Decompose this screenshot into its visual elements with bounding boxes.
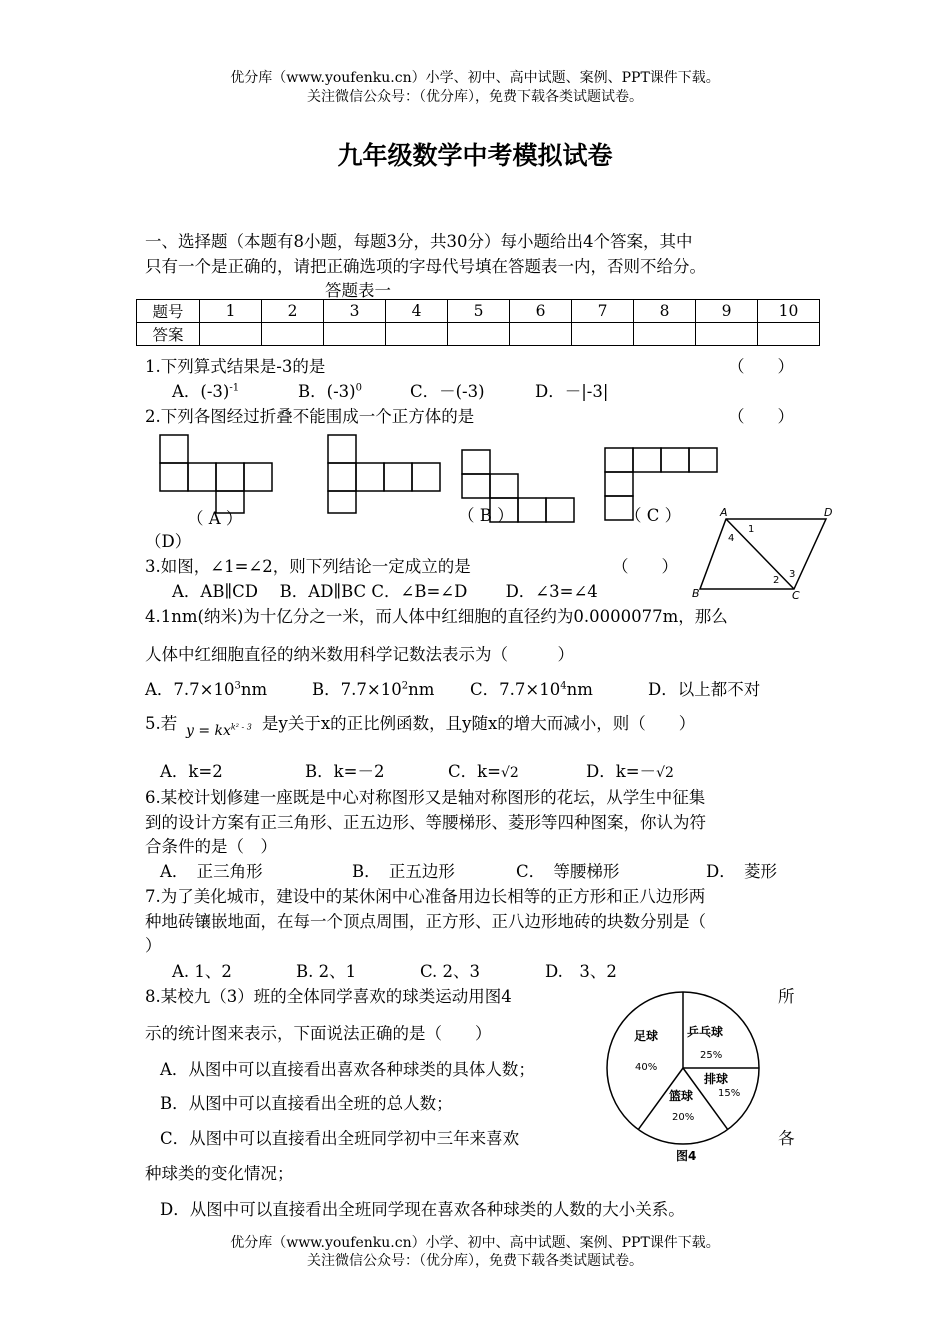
q7-line-2: 种地砖镶嵌地面，在每一个顶点周围，正方形、正八边形地砖的块数分别是（ xyxy=(145,912,706,931)
q5-option-b: B．k=－2 xyxy=(305,762,385,781)
pie-caption: 图4 xyxy=(676,1149,697,1163)
header-line-2: 关注微信公众号：（优分库），免费下载各类试题试卷。 xyxy=(307,89,643,105)
answer-cell[interactable] xyxy=(758,323,820,346)
q8-line-2: 示的统计图来表示，下面说法正确的是（ ） xyxy=(145,1024,492,1043)
q1-option-c: C．－(-3) xyxy=(410,382,485,401)
q6-option-c: C． 等腰梯形 xyxy=(516,862,620,881)
q4-stem: 4.1nm(纳米)为十亿分之一米，而人体中红细胞的直径约为0.0000077m，那么 xyxy=(145,607,728,626)
q6-option-d: D． 菱形 xyxy=(706,862,777,881)
pie-chart xyxy=(600,990,780,1165)
q4-option-b: B．$7.7\times 10^2nm$ xyxy=(312,680,435,699)
q4-option-c: C．$7.7\times 10^4nm$ xyxy=(470,680,593,699)
q3-options: A．AB∥CD B．AD∥BC C．∠B=∠D D．∠3=∠4 xyxy=(172,582,598,601)
q8-option-d: D．从图中可以直接看出全班同学现在喜欢各种球类的人数的大小关系。 xyxy=(160,1200,685,1219)
vertex-b: B xyxy=(692,587,700,600)
answer-cell[interactable] xyxy=(262,323,324,346)
q6-option-b: B． 正五边形 xyxy=(352,862,455,881)
q2-label-d: （D） xyxy=(145,532,192,551)
q2-label-b: （ B ） xyxy=(458,506,514,525)
q2-bracket: （ ） xyxy=(728,407,794,426)
pie-pct-volleyball: 15% xyxy=(718,1088,741,1099)
q7-line-3: ） xyxy=(145,936,162,955)
vertex-a: A xyxy=(720,506,728,519)
section-intro-line-2: 只有一个是正确的，请把正确选项的字母代号填在答题表一内，否则不给分。 xyxy=(145,257,706,276)
q1-stem: 1.下列算式结果是-3的是 xyxy=(145,357,326,376)
vertex-d: D xyxy=(824,506,833,519)
angle-4: 4 xyxy=(728,533,735,544)
q4-option-a: A．$7.7\times 10^3nm$ xyxy=(145,680,268,699)
answer-cell[interactable] xyxy=(448,323,510,346)
q8-option-b: B．从图中可以直接看出全班的总人数； xyxy=(160,1094,453,1113)
pie-pct-football: 40% xyxy=(635,1062,658,1073)
cube-net-d xyxy=(328,435,440,513)
col-number: 1 xyxy=(200,300,262,323)
q5-formula: $y = kx^{k^2 - 3}$ xyxy=(186,722,252,739)
q2-label-a: （ A ） xyxy=(187,509,243,528)
q7-option-a: A. 1、2 xyxy=(172,962,232,981)
cube-net-a xyxy=(160,435,272,513)
q5-stem-prefix: 5.若 xyxy=(145,714,178,733)
q7-option-d: D. 3、2 xyxy=(545,962,617,981)
answer-cell[interactable] xyxy=(572,323,634,346)
answer-cell[interactable] xyxy=(386,323,448,346)
answer-cell[interactable] xyxy=(696,323,758,346)
q5-option-d: D．k=－√2 xyxy=(586,762,674,781)
q1-option-b: B．$(-3)^0$ xyxy=(298,382,362,401)
q8-option-c: C．从图中可以直接看出全班同学初中三年来喜欢 xyxy=(160,1129,520,1148)
answer-cell[interactable] xyxy=(324,323,386,346)
q6-line-3: 合条件的是（ ） xyxy=(145,837,277,856)
q1-bracket: （ ） xyxy=(728,357,794,376)
q7-line-1: 7.为了美化城市，建设中的某休闲中心准备用边长相等的正方形和正八边形两 xyxy=(145,887,706,906)
footer-line-2: 关注微信公众号：（优分库），免费下载各类试题试卷。 xyxy=(307,1253,643,1269)
pie-label-pingpong: 乒乓球 xyxy=(687,1025,724,1039)
q6-line-1: 6.某校计划修建一座既是中心对称图形又是轴对称图形的花坛，从学生中征集 xyxy=(145,788,706,807)
row-label-numbers: 题号 xyxy=(137,300,200,323)
footer-line-1: 优分库（www.youfenku.cn）小学、初中、高中试题、案例、PPT课件下载。 xyxy=(230,1235,720,1251)
answer-cell[interactable] xyxy=(634,323,696,346)
q7-option-b: B. 2、1 xyxy=(296,962,357,981)
q2-label-c: （ C ） xyxy=(625,506,682,525)
q8-option-c-end: 各 xyxy=(778,1129,795,1148)
table-row-numbers xyxy=(137,300,820,323)
col-number: 9 xyxy=(696,300,758,323)
q8-option-c-2: 种球类的变化情况； xyxy=(145,1164,294,1183)
vertex-c: C xyxy=(792,589,800,600)
q4-option-d: D．以上都不对 xyxy=(648,680,761,699)
q3-stem: 3.如图，∠1=∠2，则下列结论一定成立的是 xyxy=(145,557,471,576)
q7-option-c: C. 2、3 xyxy=(420,962,481,981)
pie-label-basketball: 篮球 xyxy=(669,1089,694,1103)
q8-option-a: A．从图中可以直接看出喜欢各种球类的具体人数； xyxy=(160,1060,535,1079)
page-title: 九年级数学中考模拟试卷 xyxy=(337,141,613,170)
table-row-answers xyxy=(137,323,820,346)
answer-cell[interactable] xyxy=(510,323,572,346)
header-line-1: 优分库（www.youfenku.cn）小学、初中、高中试题、案例、PPT课件下载。 xyxy=(230,70,720,86)
row-label-answers: 答案 xyxy=(137,323,200,346)
angle-3: 3 xyxy=(789,569,796,580)
col-number: 4 xyxy=(386,300,448,323)
section-intro-line-1: 一、选择题（本题有8小题，每题3分，共30分）每小题给出4个答案，其中 xyxy=(145,232,693,251)
q2-stem: 2.下列各图经过折叠不能围成一个正方体的是 xyxy=(145,407,475,426)
col-number: 2 xyxy=(262,300,324,323)
q8-line-1: 8.某校九（3）班的全体同学喜欢的球类运动用图4 xyxy=(145,987,512,1006)
q8-line-1-end: 所 xyxy=(778,987,795,1006)
q4-stem-2: 人体中红细胞直径的纳米数用科学记数法表示为（ ） xyxy=(145,645,574,664)
answer-table xyxy=(136,299,820,346)
pie-pct-pingpong: 25% xyxy=(700,1050,723,1061)
parallelogram-figure xyxy=(690,505,840,600)
q5-option-a: A．k=2 xyxy=(160,762,223,781)
col-number: 7 xyxy=(572,300,634,323)
col-number: 5 xyxy=(448,300,510,323)
q1-option-d: D．－|-3| xyxy=(535,382,609,401)
pie-pct-basketball: 20% xyxy=(672,1112,695,1123)
pie-label-volleyball: 排球 xyxy=(704,1072,729,1086)
q5-option-c: C．k=√2 xyxy=(448,762,519,781)
q5-stem-suffix: 是y关于x的正比例函数，且y随x的增大而减小，则（ ） xyxy=(262,714,696,733)
col-number: 6 xyxy=(510,300,572,323)
pie-label-football: 足球 xyxy=(634,1029,659,1043)
table-caption: 答题表一 xyxy=(325,281,391,300)
q3-bracket: （ ） xyxy=(612,557,678,576)
angle-1: 1 xyxy=(748,524,755,535)
q1-option-a: A．$(-3)^{-1}$ xyxy=(172,382,240,401)
col-number: 8 xyxy=(634,300,696,323)
q6-line-2: 到的设计方案有正三角形、正五边形、等腰梯形、菱形等四种图案，你认为符 xyxy=(145,813,706,832)
angle-2: 2 xyxy=(773,575,780,586)
col-number: 3 xyxy=(324,300,386,323)
answer-cell[interactable] xyxy=(200,323,262,346)
q6-option-a: A． 正三角形 xyxy=(160,862,263,881)
col-number: 10 xyxy=(758,300,820,323)
